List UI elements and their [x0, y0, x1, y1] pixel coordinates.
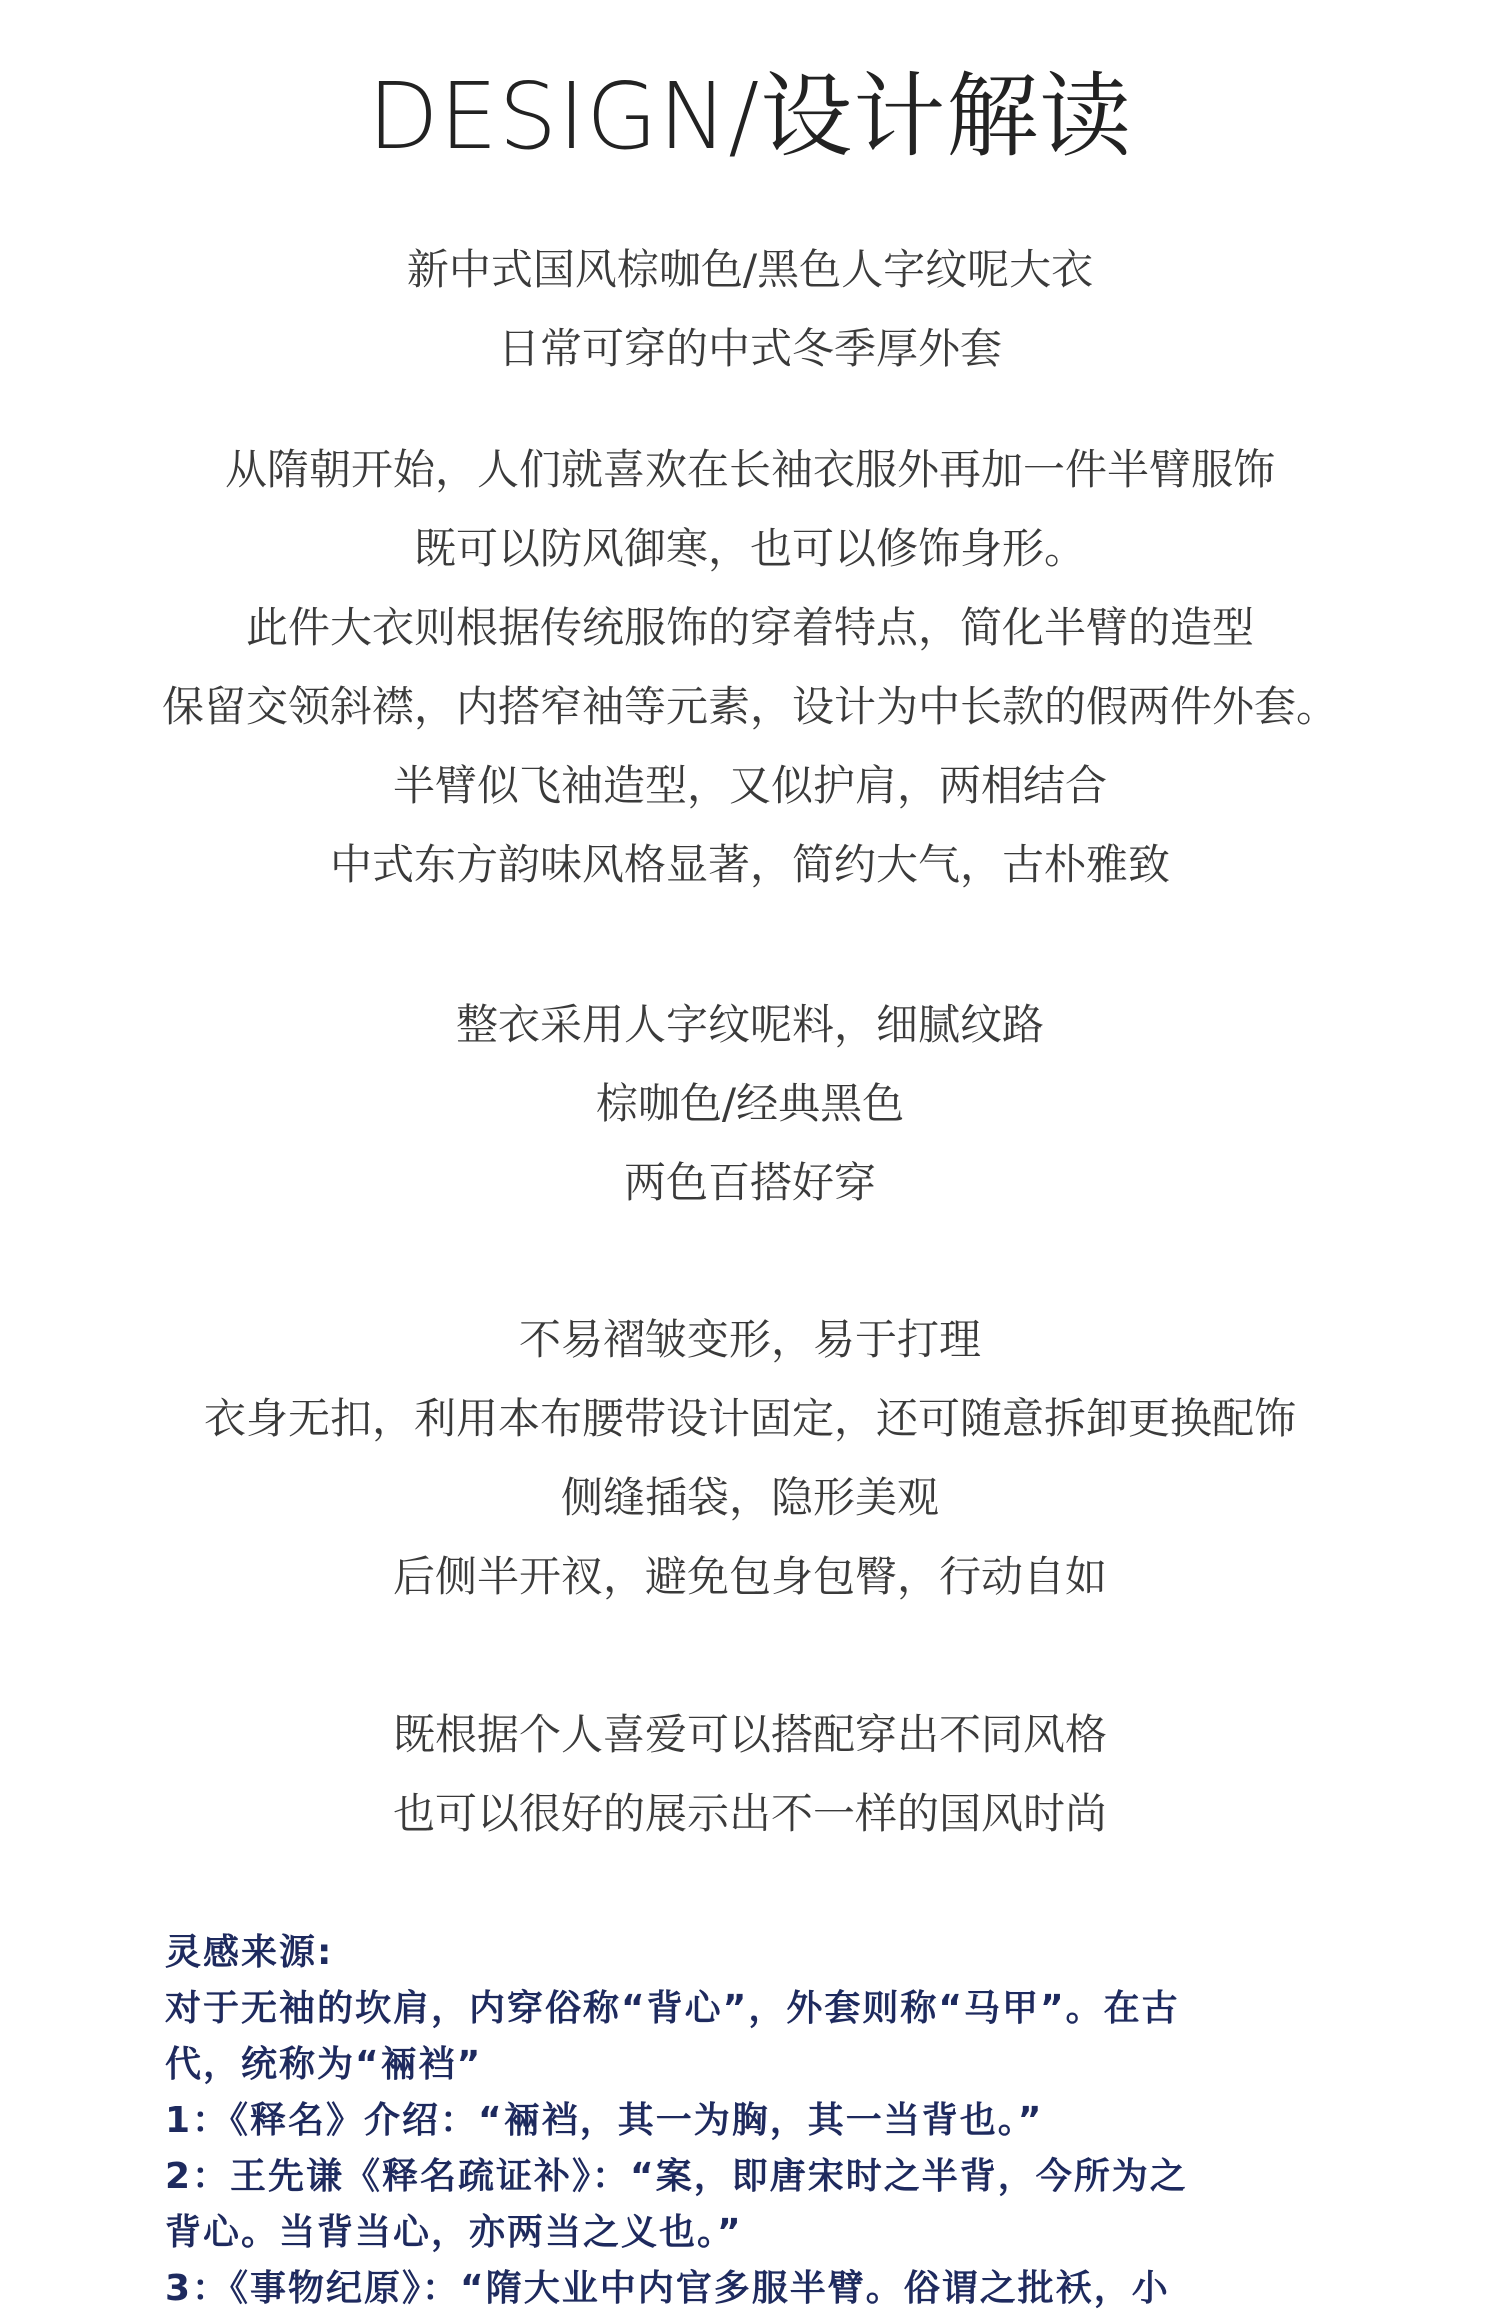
inspiration-line: 对于无袖的坎肩，内穿俗称“背心”，外套则称“马甲”。在古 — [165, 1988, 1180, 2029]
details-line: 衣身无扣，利用本布腰带设计固定，还可随意拆卸更换配饰 — [203, 1394, 1296, 1443]
details-line: 不易褶皱变形，易于打理 — [518, 1315, 981, 1364]
style-paragraph — [0, 1695, 1500, 1853]
intro-paragraph — [0, 430, 1500, 904]
subtitle-line: 日常可穿的中式冬季厚外套 — [497, 324, 1002, 373]
inspiration-line: 1：《释名》介绍：“裲裆，其一为胸，其一当背也。” — [165, 2100, 1044, 2141]
intro-line: 保留交领斜襟，内搭窄袖等元素，设计为中长款的假两件外套。 — [161, 682, 1338, 731]
inspiration-line: 背心。当背当心，亦两当之义也。” — [165, 2212, 743, 2253]
details-line: 侧缝插袋，隐形美观 — [560, 1473, 939, 1522]
inspiration-line: 代，统称为“裲裆” — [165, 2044, 483, 2085]
intro-line: 此件大衣则根据传统服饰的穿着特点，简化半臂的造型 — [245, 603, 1254, 652]
fabric-line: 两色百搭好穿 — [623, 1158, 876, 1207]
style-line: 既根据个人喜爱可以搭配穿出不同风格 — [392, 1710, 1107, 1759]
fabric-paragraph — [0, 985, 1500, 1222]
subtitle-line: 新中式国风棕咖色/黑色人字纹呢大衣 — [406, 245, 1094, 294]
product-subtitle — [0, 230, 1500, 388]
fabric-line: 整衣采用人字纹呢料，细腻纹路 — [455, 1000, 1044, 1049]
inspiration-line: 2：王先谦《释名疏证补》：“案，即唐宋时之半背，今所为之 — [165, 2156, 1188, 2197]
inspiration-heading: 灵感来源: — [165, 1932, 334, 1973]
intro-line: 中式东方韵味风格显著，简约大气，古朴雅致 — [329, 840, 1170, 889]
style-line: 也可以很好的展示出不一样的国风时尚 — [392, 1789, 1107, 1838]
intro-line: 从隋朝开始，人们就喜欢在长袖衣服外再加一件半臂服饰 — [224, 445, 1275, 494]
inspiration-line: 3：《事物纪原》：“隋大业中内官多服半臂。俗谓之批袄，小 — [165, 2268, 1170, 2309]
fabric-line: 棕咖色/经典黑色 — [595, 1079, 905, 1128]
intro-line: 既可以防风御寒，也可以修饰身形。 — [413, 524, 1086, 573]
intro-line: 半臂似飞袖造型，又似护肩，两相结合 — [392, 761, 1107, 810]
details-paragraph — [0, 1300, 1500, 1616]
details-line: 后侧半开衩，避免包身包臀，行动自如 — [392, 1552, 1107, 1601]
inspiration-section — [165, 1925, 1335, 2317]
page-title: DESIGN/设计解读 — [367, 63, 1133, 170]
